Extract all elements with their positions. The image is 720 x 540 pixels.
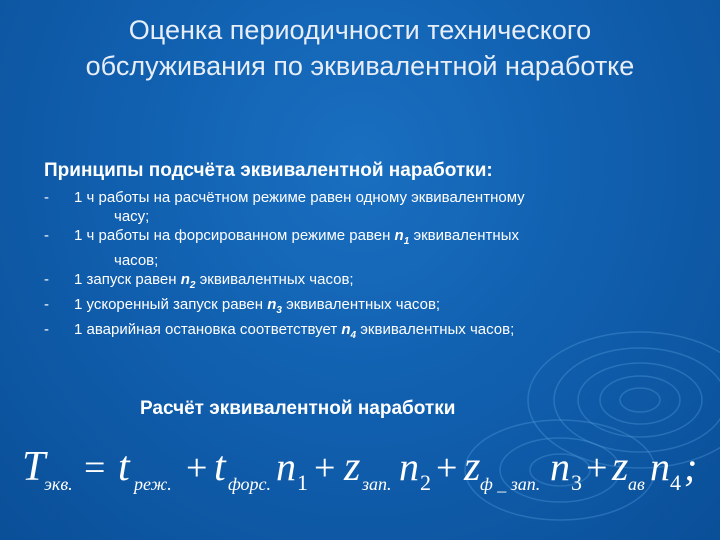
formula-n2-sub: 2 [420,470,431,495]
formula-z-av-sub: ав [628,474,645,494]
formula-n3: n [550,444,570,489]
formula-n2: n [399,444,419,489]
item-text: 1 аварийная остановка соответствует [74,321,342,338]
formula-plus-1: + [186,447,208,489]
formula-T-sub: экв. [44,474,73,494]
item-text-end: эквивалентных [409,227,519,244]
variable-n4: $n_4$ [341,321,357,341]
bullet-dash: - [44,271,49,288]
principles-list [44,188,694,345]
formula-n1-sub: 1 [297,470,308,495]
formula-n3-sub: 3 [571,470,582,495]
bullet-dash: - [44,227,49,244]
variable-n1: $n_1$ [394,227,410,247]
formula-t-rezh-sub: реж. [134,474,172,494]
item-text: 1 запуск равен [74,271,181,288]
formula-n1: n [276,444,296,489]
variable-n3: $n_3$ [267,296,282,316]
calculation-heading: Расчёт эквивалентной наработки [140,398,456,419]
bullet-dash: - [44,189,49,206]
principles-heading: Принципы подсчёта эквивалентной наработки: [44,160,493,181]
list-item [44,320,694,345]
list-item [44,226,694,270]
formula-equals: = [84,447,106,489]
item-continuation: часов; [114,252,159,269]
formula-t-rezh: t [118,444,130,490]
item-text-end: эквивалентных часов; [195,271,354,288]
formula-t-fors-sub: форс. [228,474,272,494]
item-text-end: эквивалентных часов; [281,296,441,313]
item-text: 1 ч работы на расчётном режиме равен одному эквивалентному [74,189,525,206]
formula-semicolon: ; [684,444,698,489]
equivalent-runtime-formula [14,432,704,512]
item-continuation: часу; [114,208,150,225]
bullet-dash: - [44,321,49,338]
list-item [44,188,694,226]
formula-z-zap: z [344,444,361,490]
formula-z-f-zap: z [464,444,481,490]
formula-z-av: z [612,444,629,490]
formula-T: T [22,444,46,490]
slide-title: Оценка периодичности технического обслуживания по эквивалентной наработке [85,15,635,81]
formula-z-zap-sub: зап. [362,474,392,494]
item-text: 1 ч работы на форсированном режиме равен [74,227,395,244]
formula-plus-4: + [586,447,608,489]
formula-plus-2: + [314,447,336,489]
item-text: 1 ускоренный запуск равен [74,296,268,313]
list-item [44,295,694,320]
item-text-end: эквивалентных часов; [356,321,515,338]
list-item [44,270,694,295]
formula-plus-3: + [436,447,458,489]
formula-t-fors: t [214,444,226,490]
formula-z-f-zap-sub: ф _ зап. [480,474,541,494]
formula-n4-sub: 4 [670,470,681,495]
variable-n2: $n_2$ [180,271,196,291]
bullet-dash: - [44,296,49,313]
formula-n4: n [650,444,670,489]
